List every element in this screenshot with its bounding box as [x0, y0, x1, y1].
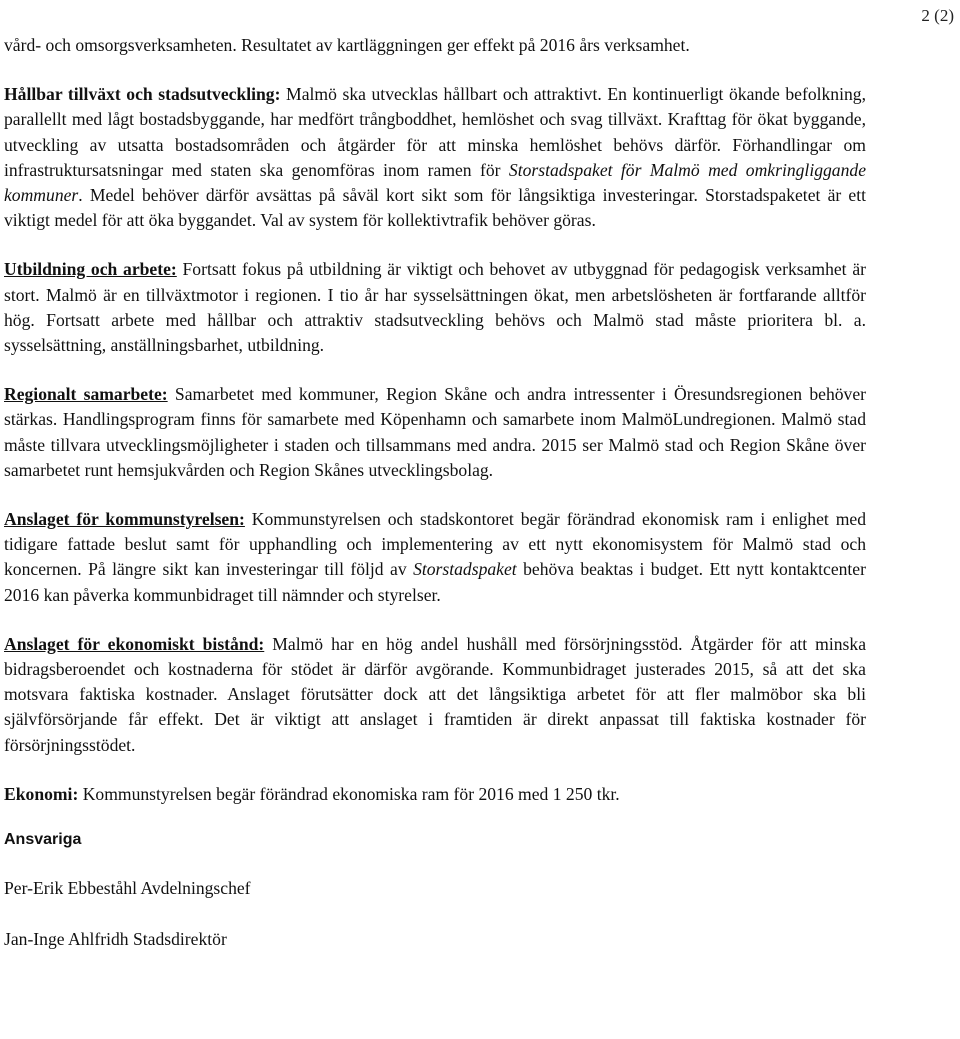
kommunstyrelsen-heading: Anslaget för kommunstyrelsen: [4, 509, 245, 530]
hallbar-emphasis: Storstadspaket för Malmö med omkringliggande kommuner [4, 159, 866, 206]
hallbar-text-1: Malmö ska utvecklas hållbart och attraktivt. En kontinuerligt ökande befolkning, parallellt med lågt bostadsbyggande, har medfört trångboddhet, hemlöshet och svag tillväxt. Krafttag för ökat byggande, utveckling av utsatta bostadsområden och åtgärder för att minska hemlöshet behövs därför. Förhandlingar om infrastruktursatsningar med staten ska genomföras inom ramen för [4, 84, 866, 180]
hallbar-text-2: . Medel behöver därför avsättas på såväl kort sikt som för långsiktiga investeringar. Storstadspaketet är ett viktigt medel för att öka byggandet. Val av system för kollektivtrafik behöver göras. [4, 185, 866, 231]
hallbar-heading: Hållbar tillväxt och stadsutveckling: [4, 84, 281, 105]
signatures-block [4, 829, 866, 953]
utbildning-text: Fortsatt fokus på utbildning är viktigt och behovet av utbyggnad för pedagogisk verksamhet är stort. Malmö är en tillväxtmotor i regionen. I tio år har sysselsättningen ökat, men arbetslösheten är fortfarande alltför hög. Fortsatt arbete med hållbar och attraktiv stadsutveckling behövs och Malmö stad måste prioritera bl. a. sysselsättning, anställningsbarhet, utbildning. [4, 259, 866, 356]
regionalt-text: Samarbetet med kommuner, Region Skåne och andra intressenter i Öresundsregionen behöver stärkas. Handlingsprogram finns för samarbete med Köpenhamn och samarbete inom MalmöLundregionen. Malmö stad måste tillvara utvecklingsmöjligheter i staden och tillsammans med andra. 2015 ser Malmö stad och Region Skåne över samarbetet runt hemsjukvården och Region Skånes utvecklingsbolag. [4, 384, 867, 480]
signature-line: Jan-Inge Ahlfridh Stadsdirektör [4, 929, 227, 950]
regionalt-heading: Regionalt samarbete: [4, 384, 168, 405]
signatures-title: Ansvariga [4, 831, 82, 849]
page-number: 2 (2) [921, 6, 954, 25]
intro-paragraph [4, 33, 866, 58]
regionalt-paragraph [4, 382, 866, 483]
kommunstyrelsen-emphasis: Storstadspaket [413, 559, 517, 580]
ekonomi-heading: Ekonomi: [4, 783, 79, 804]
kommunstyrelsen-text-1: Kommunstyrelsen och stadskontoret begär förändrad ekonomisk ram i enlighet med tidigare fattade beslut samt för upphandling och implementering av ett nytt ekonomisystem för Malmö stad och koncernen. På längre sikt kan investeringar till följd av [4, 509, 866, 580]
ekonomi-paragraph [4, 782, 866, 807]
signature-line: Per-Erik Ebbeståhl Avdelningschef [4, 878, 251, 899]
intro-text: vård- och omsorgsverksamheten. Resultatet av kartläggningen ger effekt på 2016 års verksamhet. [4, 35, 690, 55]
ekonomi-text: Kommunstyrelsen begär förändrad ekonomiska ram för 2016 med 1 250 tkr. [78, 783, 620, 804]
utbildning-paragraph [4, 257, 866, 358]
hallbar-paragraph [4, 82, 866, 233]
kommunstyrelsen-paragraph [4, 507, 866, 608]
ekonomiskt-paragraph [4, 632, 866, 758]
kommunstyrelsen-text-2: behöva beaktas i budget. Ett nytt kontaktcenter 2016 kan påverka kommunbidraget till nämnder och styrelser. [4, 559, 866, 605]
ekonomiskt-text: Malmö har en hög andel hushåll med försörjningsstöd. Åtgärder för att minska bidragsberoendet och kostnaderna för stödet är därför avgörande. Kommunbidraget justerades 2015, så att det ska motsvara faktiska kostnader. Anslaget förutsätter dock att det långsiktiga arbetet för att fler malmöbor ska bli självförsörjande får effekt. Det är viktigt att anslaget i framtiden är direkt anpassat till faktiska kostnader för försörjningsstödet. [4, 633, 866, 755]
document-body [4, 33, 866, 977]
ekonomiskt-heading: Anslaget för ekonomiskt bistånd: [4, 633, 265, 654]
utbildning-heading: Utbildning och arbete: [4, 259, 177, 280]
